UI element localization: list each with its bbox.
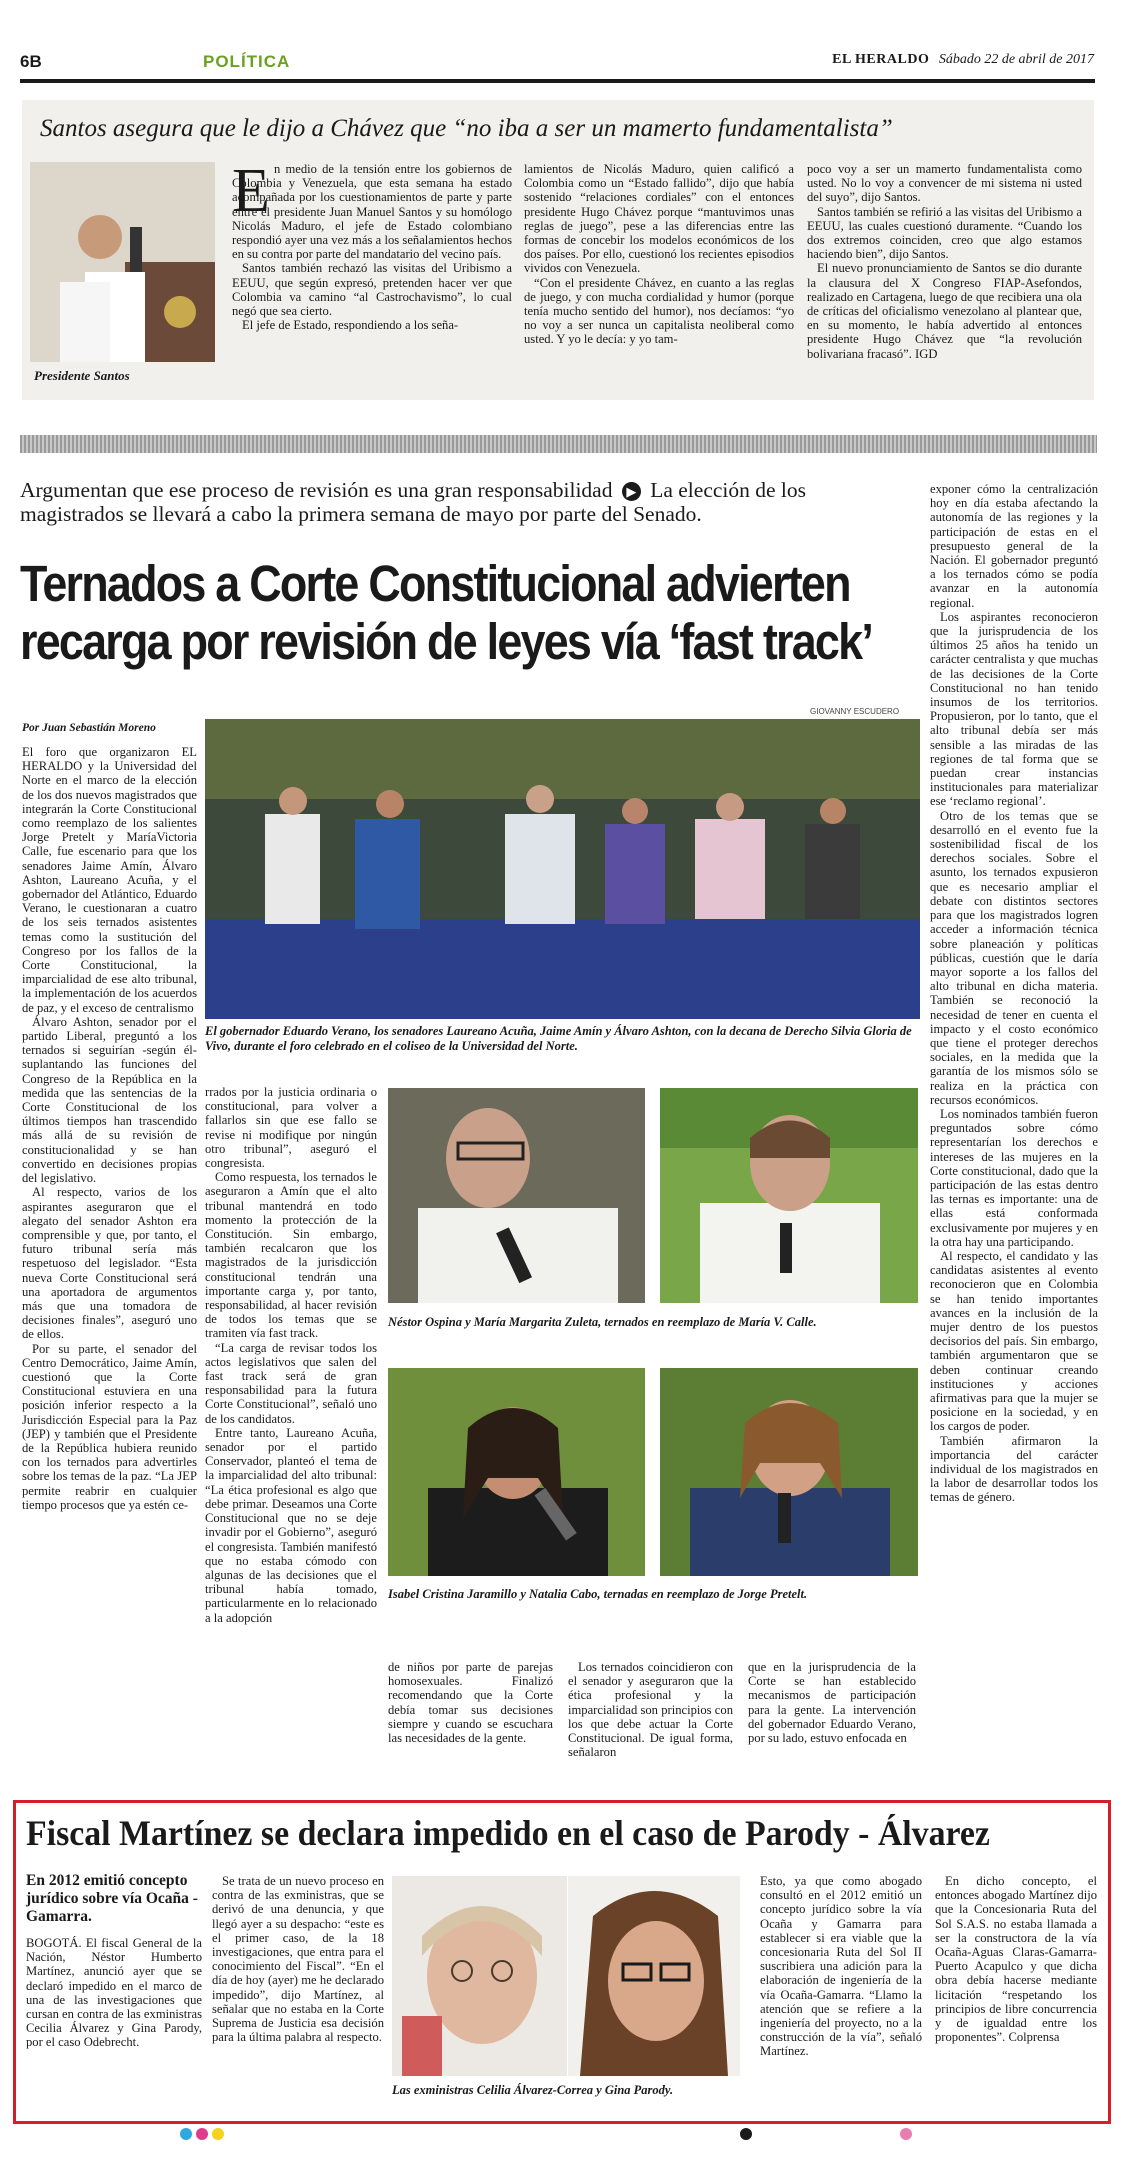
santos-box <box>22 100 1094 400</box>
photo-natalia-cabo <box>660 1368 918 1576</box>
paper-name: EL HERALDO <box>832 52 930 67</box>
fiscal-col4-p1: En dicho concepto, el entonces abogado Martínez dijo que la Concesionaria Ruta del Sol S.A.S. no estaba llamada a ser la constructora de la vía Ocaña-Aguas Claras-Gamarra-Puerto Acapulco y que dicha obra debía hacerse mediante licitación “respetando los principios de libre concurrencia y de igualdad entre los proponentes”. Colprensa <box>935 1874 1097 2045</box>
nestor-ospina-image <box>388 1088 645 1303</box>
corte-byline: Por Juan Sebastián Moreno <box>22 722 156 734</box>
registration-marks <box>180 2128 980 2142</box>
forum-photo <box>205 719 920 1019</box>
page-number: 6B <box>20 52 42 71</box>
corte-headline <box>20 555 873 671</box>
separator-band <box>20 435 1097 453</box>
section-name: POLÍTICA <box>203 52 291 71</box>
photo-pair2-caption: Isabel Cristina Jaramillo y Natalia Cabo, ternadas en reemplazo de Jorge Pretelt. <box>388 1587 808 1601</box>
santos-col2-p1: lamientos de Nicolás Maduro, quien calificó a Colombia como un “Estado fallido”, dijo que había sostenido “relaciones cordiales” con el entonces presidente Hugo Chávez porque “mantuvimos unas reglas de juego”, pese a las diferencias entre las formas de concebir los modelos económicos de los dos países. Por ello, cuestionó los recientes episodios vividos con Venezuela. <box>524 162 794 276</box>
santos-col3-p2: Santos también se refirió a las visitas del Uribismo a EEUU, las cuales cuestionó duramente. “Cuando los dos extremos coinciden, creo que algo estamos haciendo bien”, dijo Santos. <box>807 204 1082 262</box>
fiscal-column-1 <box>26 1936 202 2106</box>
fiscal-col3-p1: Esto, ya que como abogado consultó en el 2012 emitió un concepto jurídico sobre la vía Ocaña y Gamarra para establecer si era viable que la concesionaria Ruta del Sol II suscribiera una adición para la elaboración de ingeniería de la vía Ocaña-Gamarra. “Llamo la atención que se refiere a la ingeniería del proyecto, no a la construcción de la vía”, señaló Martínez. <box>760 1874 922 2059</box>
registration-dot-magenta <box>196 2128 208 2140</box>
corte-deck <box>20 478 880 526</box>
forum-audience-image <box>205 719 920 1019</box>
gina-parody-image <box>568 1876 740 2076</box>
santos-photo <box>30 162 215 362</box>
arrow-right-icon: ▶ <box>622 482 641 501</box>
santos-column-1 <box>232 157 512 390</box>
santos-dropcap: E <box>232 157 270 225</box>
cecilia-alvarez-image <box>392 1876 567 2076</box>
photo-isabel-jaramillo <box>388 1368 645 1576</box>
corte-mid-p1: rrados por la justicia ordinaria o constitucional, para volver a fallarlos sin que ese fallo se revise ni modifique por ningún otro tribunal”, aseguró el congresista. <box>205 1085 377 1171</box>
maria-margarita-zuleta-image <box>660 1088 918 1303</box>
header-rule <box>20 79 1095 83</box>
corte-right-p3: Otro de los temas que se desarrolló en el evento fue la sostenibilidad fiscal de los derechos sociales. Sobre el asunto, los ternados expusieron que es necesario ampliar el debate con distintos sectores para que los magistrados logren acceder a información técnica sobre planeación y políticas públicas, cuestión que le daría mayor soporte a los fallos del alto tribunal en dicha materia. También se reconoció la necesidad de tener en cuenta el impacto y el costo económico que tiene el proteger derechos sociales, en la medida que la garantía de los mismos sólo se realiza en la práctica con recursos económicos. <box>930 808 1098 1107</box>
corte-right-p2: Los aspirantes reconocieron que la jurisprudencia de los últimos 25 años ha tenido un carácter centralista y que muchas de las decisiones de la Corte Constitucional no han tenido insumos de los territorios. Propusieron, por lo tanto, que el alto tribunal debía ser más sensible a las miradas de las regiones de tal forma que se puedan crear instancias institucionales para materializar ese ‘reclamo regional’. <box>930 609 1098 809</box>
corte-right-column <box>930 482 1098 1777</box>
santos-column-3 <box>807 162 1082 390</box>
corte-headline-line2: recarga por revisión de leyes vía ‘fast track’ <box>20 613 873 670</box>
photo-gina-parody <box>568 1876 740 2076</box>
santos-col1-p3: El jefe de Estado, respondiendo a los seña- <box>242 318 459 333</box>
registration-dot-yellow <box>212 2128 224 2140</box>
isabel-jaramillo-image <box>388 1368 645 1576</box>
corte-bottom-p2: Los ternados coincidieron con el senador y aseguraron que la ética profesional y la imparcialidad son principios con los que debe actuar la Corte Constitucional. De igual forma, señalaron <box>568 1660 733 1760</box>
registration-dot-pink <box>900 2128 912 2140</box>
forum-photo-caption: El gobernador Eduardo Verano, los senadores Laureano Acuña, Jaime Amín y Álvaro Ashton, con la decana de Derecho Silvia Gloria de Vivo, durante el foro celebrado en el coliseo de la Universidad del Norte. <box>205 1024 912 1053</box>
corte-deck-b: La elección de los magistrados se llevará a cabo la primera semana de mayo por parte del Senado. <box>20 478 807 526</box>
corte-mid-p2: Como respuesta, los ternados le aseguraron a Amín que el alto tribunal mantendrá en todo momento la protección de la Constitución. Sin embargo, también recalcaron que los magistrados de la jurisdicción constitucional tendrán una importante carga y, por tanto, responsabilidad, al hacer revisión de todos los temas que se tramiten vía fast track. <box>205 1170 377 1341</box>
fiscal-column-2 <box>212 1874 384 2109</box>
fiscal-column-3 <box>760 1874 922 2109</box>
corte-bottom-col-3 <box>748 1660 916 1770</box>
santos-col3-p1: poco voy a ser un mamerto fundamentalista como usted. No lo voy a convencer de mi sistema ni usted del suyo”, dijo Santos. <box>807 162 1082 205</box>
corte-left-p4: Por su parte, el senador del Centro Democrático, Jaime Amín, cuestionó que la Corte Constitucional estuviera en una posición inferior respecto a la Jurisdicción Especial para la Paz (JEP) y también que el Presidente de la República hubiera reunido con los ternados para advertirles sobre los temas de la paz. “La JEP permite reabrir en cualquier tiempo procesos que ya estén ce- <box>22 1341 197 1512</box>
santos-column-2 <box>524 162 794 390</box>
corte-headline-line1: Ternados a Corte Constitucional advierten <box>20 555 850 612</box>
santos-podium-image <box>30 162 215 362</box>
santos-col1-p1: n medio de la tensión entre los gobiernos de Colombia y Venezuela, que esta semana ha estado acompañada por los cuestionamientos de parte y parte entre el presidente Juan Manuel Santos y su homólogo Nicolás Maduro, el jefe de Estado colombiano respondió ayer una vez más a los señalamientos hechos en su contra por parte del mandatario del vecino país. <box>232 162 512 262</box>
santos-photo-caption: Presidente Santos <box>34 368 130 383</box>
corte-right-p5: Al respecto, el candidato y las candidatas asistentes al evento reconocieron que en Colombia se han tenido importantes avances en la inclusión de la mujer dentro de los puestos decisorios del país. Sin embargo, también argumentaron que se deben continuar creando instituciones y acciones afirmativas para que la mujer se posicione en la sociedad, y en los cargos de poder. <box>930 1248 1098 1434</box>
photo-credit: GIOVANNY ESCUDERO <box>810 707 900 716</box>
photo-maria-margarita-zuleta <box>660 1088 918 1303</box>
photo-pair1-caption: Néstor Ospina y María Margarita Zuleta, ternados en reemplazo de María V. Calle. <box>388 1315 817 1329</box>
fiscal-col1-p1: BOGOTÁ. El fiscal General de la Nación, Néstor Humberto Martínez, anunció ayer que se declaró impedido en el marco de una de las investigaciones que cursan en contra de las exministras Cecilia Álvarez y Gina Parody, por el caso Odebrecht. <box>26 1936 202 2050</box>
photo-nestor-ospina <box>388 1088 645 1303</box>
fiscal-col2-p1: Se trata de un nuevo proceso en contra de las exministras, que se derivó de una denuncia, y que llegó ayer a su despacho: “este es el primer caso, de la 18 investigaciones, que entra para el conocimiento del Fiscal”. “En el día de hoy (ayer) me he declarado impedido”, dijo Martínez, al señalar que no estaba en la Corte Suprema de Justicia esa decisión para la última palabra al respecto. <box>212 1874 384 2045</box>
fiscal-deck: En 2012 emitió concepto jurídico sobre vía Ocaña - Gamarra. <box>26 1872 198 1925</box>
corte-bottom-col-1 <box>388 1660 553 1770</box>
masthead <box>832 52 1094 68</box>
corte-mid-p4: Entre tanto, Laureano Acuña, senador por el partido Conservador, planteó el tema de la imparcialidad del alto tribunal: “La ética profesional es algo que debe primar. Deseamos una Corte Constitucional que no se deje invadir por el Gobierno”, aseguró el congresista. También manifestó que no estaba cómodo con algunas de las decisiones que el tribunal había tomado, particularmente en lo relacionado a la adopción <box>205 1425 377 1625</box>
corte-mid-p3: “La carga de revisar todos los actos legislativos que salen del fast track será de gran responsabilidad para la futura Corte Constitucional”, señaló uno de los candidatos. <box>205 1340 377 1426</box>
corte-bottom-p3: que en la jurisprudencia de la Corte se han establecido mecanismos de participación para la gente. La intervención del gobernador Eduardo Verano, por su lado, estuvo enfocada en <box>748 1660 916 1746</box>
registration-dot-cyan <box>180 2128 192 2140</box>
corte-bottom-col-2 <box>568 1660 733 1770</box>
fiscal-photo-caption: Las exministras Celilia Álvarez-Correa y Gina Parody. <box>392 2083 674 2097</box>
corte-left-p1: El foro que organizaron EL HERALDO y la Universidad del Norte en el marco de la elección de los dos nuevos magistrados que integrarán la Corte Constitucional como reemplazo de los salientes Jorge Pretelt y MaríaVictoria Calle, fue escenario para que los senadores Jaime Amín, Álvaro Ashton, Laureano Acuña, y el gobernador del Atlántico, Eduardo Verano, le cuestionaran a cuatro de los seis ternados asistentes temas como la sustitución del Congreso por los fallos de la Corte Constitucional, la imparcialidad de ese alto tribunal, la implementación de los acuerdos de paz, y el exceso de centralismo <box>22 745 197 1015</box>
page-date: Sábado 22 de abril de 2017 <box>938 52 1094 67</box>
fiscal-headline: Fiscal Martínez se declara impedido en el caso de Parody - Álvarez <box>26 1813 990 1853</box>
corte-bottom-p1: de niños por parte de parejas homosexuales. Finalizó recomendando que la Corte debía tomar sus decisiones siempre y cuando se escuchara las necesidades de la gente. <box>388 1660 553 1746</box>
santos-col1-p2: Santos también rechazó las visitas del Uribismo a EEUU, que según expresó, pretenden hacer ver que Colombia va camino “al Castrochavismo”, lo cual negó que sea cierto. <box>232 261 512 319</box>
natalia-cabo-image <box>660 1368 918 1576</box>
corte-right-p6: También afirmaron la importancia del carácter individual de los magistrados en la labor de desarrollar todos los temas de género. <box>930 1433 1098 1505</box>
corte-right-p4: Los nominados también fueron preguntados sobre cómo representarían los derechos e intereses de las mujeres en la Corte constitucional, dado que la participación de las estas dentro las ternas es importante: una de ellas está conformada exclusivamente por mujeres y en la otra hay una participando. <box>930 1106 1098 1249</box>
corte-right-p1: exponer cómo la centralización hoy en día estaba afectando la autonomía de las regiones y la participación de estas en el presupuesto general de la Nación. El gobernador preguntó a los ternados cómo se podía avanzar en la autonomía regional. <box>930 482 1098 610</box>
santos-col3-p3: El nuevo pronunciamiento de Santos se dio durante la clausura del X Congreso FIAP-Asefondos, realizado en Cartagena, luego de que recibiera una ola de críticas del oficialismo venezolano al plantear que, en su momento, le había advertido al entonces presidente Hugo Chávez que “la revolución bolivariana fracasó”. IGD <box>807 261 1082 361</box>
fiscal-column-4 <box>935 1874 1097 2109</box>
corte-mid-column <box>205 1085 377 1653</box>
photo-cecilia-alvarez <box>392 1876 567 2076</box>
santos-col2-p2: “Con el presidente Chávez, en cuanto a las reglas de juego, y con mucha cordialidad y humor (porque tenía mucho sentido del humor), nos decíamos: “yo no voy a ser nunca un capitalista neoliberal como usted. Y yo le decía: y yo tam- <box>524 275 794 347</box>
corte-left-p3: Al respecto, varios de los aspirantes aseguraron que el alegato del senador Ashton era comprensible y que, por tanto, el futuro tribunal sería más respetuoso del legislador. “Esta nueva Corte Constitucional será una aportadora de argumentos más que una tomadora de decisiones finales”, aseguró uno de ellos. <box>22 1185 197 1342</box>
corte-left-p2: Álvaro Ashton, senador por el partido Liberal, preguntó a los ternados si seguirían -según él- suplantando las funciones del Congreso de la República en la medida que las sentencias de la Corte Constitucional de los últimos tiempos han trascendido más allá de su revisión de constitucionalidad y se han convertido en decisiones propias del legislativo. <box>22 1014 197 1186</box>
registration-dot-black <box>740 2128 752 2140</box>
corte-left-column <box>22 745 197 1745</box>
santos-headline: Santos asegura que le dijo a Chávez que “no iba a ser un mamerto fundamentalista” <box>40 115 893 142</box>
corte-deck-a: Argumentan que ese proceso de revisión es una gran responsabilidad <box>20 478 613 502</box>
